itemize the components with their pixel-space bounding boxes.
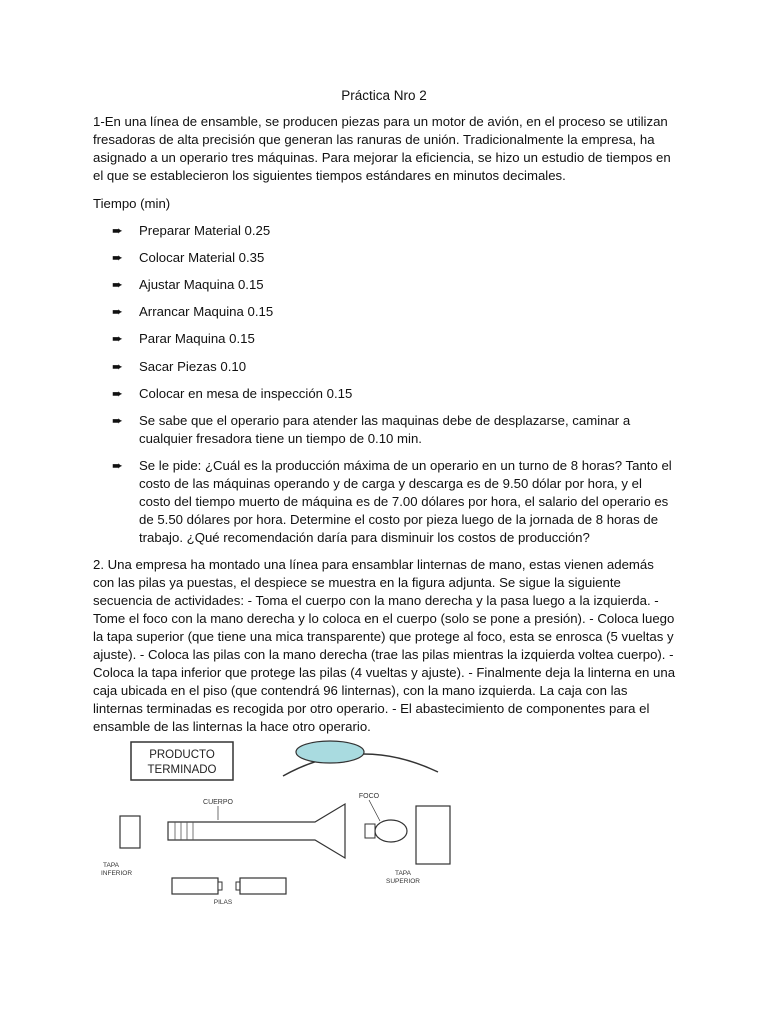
- arrow-bullet-icon: ➨: [112, 331, 124, 346]
- batteries-label: PILAS: [213, 899, 233, 906]
- bullet-text: Se sabe que el operario para atender las maquinas debe de desplazarse, caminar a cualquier fresadora tiene un tiempo de 0.10 min.: [139, 413, 631, 446]
- battery-shape: [240, 878, 286, 894]
- top-cap-label-1: TAPA: [394, 870, 412, 877]
- bullet-text: Sacar Piezas 0.10: [139, 359, 247, 374]
- bottom-cap-shape: [120, 816, 140, 848]
- bullet-text: Parar Maquina 0.15: [139, 331, 255, 346]
- arrow-bullet-icon: ➨: [112, 277, 124, 292]
- bullet-text: Arrancar Maquina 0.15: [139, 304, 274, 319]
- bullet-text: Ajustar Maquina 0.15: [139, 277, 264, 292]
- bullet-text: Colocar Material 0.35: [139, 250, 265, 265]
- arrow-bullet-icon: ➨: [112, 304, 124, 319]
- bullet-text: Colocar en mesa de inspección 0.15: [139, 386, 353, 401]
- top-cap-shape: [416, 806, 450, 864]
- flashlight-exploded-diagram: [93, 736, 455, 908]
- arrow-bullet-icon: ➨: [112, 386, 124, 401]
- finished-product-label-2: TERMINADO: [147, 764, 217, 776]
- paragraph-problem-2: 2. Una empresa ha montado una línea para ensamblar linternas de mano, estas vienen además con las pilas ya puestas, el despiece se muestra en la figura adjunta. Se sigue la siguiente secuencia de actividades: - Toma el cuerpo con la mano derecha y la pasa luego a la izquierda. - Tome el foco con la mano derecha y lo coloca en el cuerpo (solo se pone a presión). - Coloca luego la tapa superior (que tiene una mica transparente) que protege al foco, esta se enrosca (5 vueltas y ajuste). - Coloca las pilas con la mano derecha (trae las pilas mientras la izquierda voltea cuerpo). - Coloca la tapa inferior que protege las pilas (4 vueltas y ajuste). - Finalmente deja la linterna en una caja ubicada en el piso (que contendrá 96 linternas), con la mano izquierda. La caja con las linternas terminadas es recogida por otro operario. - El abastecimiento de componentes para el ensamble de las linternas la hace otro operario.: [93, 557, 676, 734]
- bullet-text: Se le pide: ¿Cuál es la producción máxima de un operario en un turno de 8 horas? Tanto el costo de las máquinas operando y de carga y descarga es de 9.50 dólar por hora, y el costo del tiempo muerto de máquina es de 7.00 dólares por hora, el salario del operario es de 5.50 dólares por hora. Determine el costo por pieza luego de la jornada de 8 horas de trabajo. ¿Qué recomendación daría para disminuir los costos de producción?: [139, 458, 672, 545]
- bottom-cap-label-2: INFERIOR: [101, 870, 133, 877]
- arrow-bullet-icon: ➨: [112, 359, 124, 374]
- bullet-text: Preparar Material 0.25: [139, 223, 271, 238]
- diagram-svg: [93, 736, 455, 908]
- arrow-bullet-icon: ➨: [112, 413, 124, 428]
- arrow-bullet-icon: ➨: [112, 458, 124, 473]
- body-label: CUERPO: [203, 799, 233, 806]
- bottom-cap-label-1: TAPA: [103, 862, 120, 869]
- bulb-label: FOCO: [358, 793, 380, 800]
- paragraph-problem-1: 1-En una línea de ensamble, se producen piezas para un motor de avión, en el proceso se utilizan fresadoras de alta precisión que generan las ranuras de unión. Tradicionalmente la empresa, ha asignado a un operario tres máquinas. Para mejorar la eficiencia, se hizo un estudio de tiempos en el que se establecieron los siguientes tiempos estándares en minutos decimales.: [93, 114, 671, 183]
- lens-shape: [296, 741, 364, 763]
- arrow-bullet-icon: ➨: [112, 250, 124, 265]
- finished-product-label-1: PRODUCTO: [149, 749, 215, 761]
- page-title: Práctica Nro 2: [341, 88, 427, 103]
- battery-shape: [172, 878, 218, 894]
- arrow-bullet-icon: ➨: [112, 223, 124, 238]
- time-label: Tiempo (min): [93, 196, 171, 211]
- top-cap-label-2: SUPERIOR: [386, 878, 420, 885]
- flashlight-body-shape: [168, 804, 345, 858]
- bulb-shape: [375, 820, 407, 842]
